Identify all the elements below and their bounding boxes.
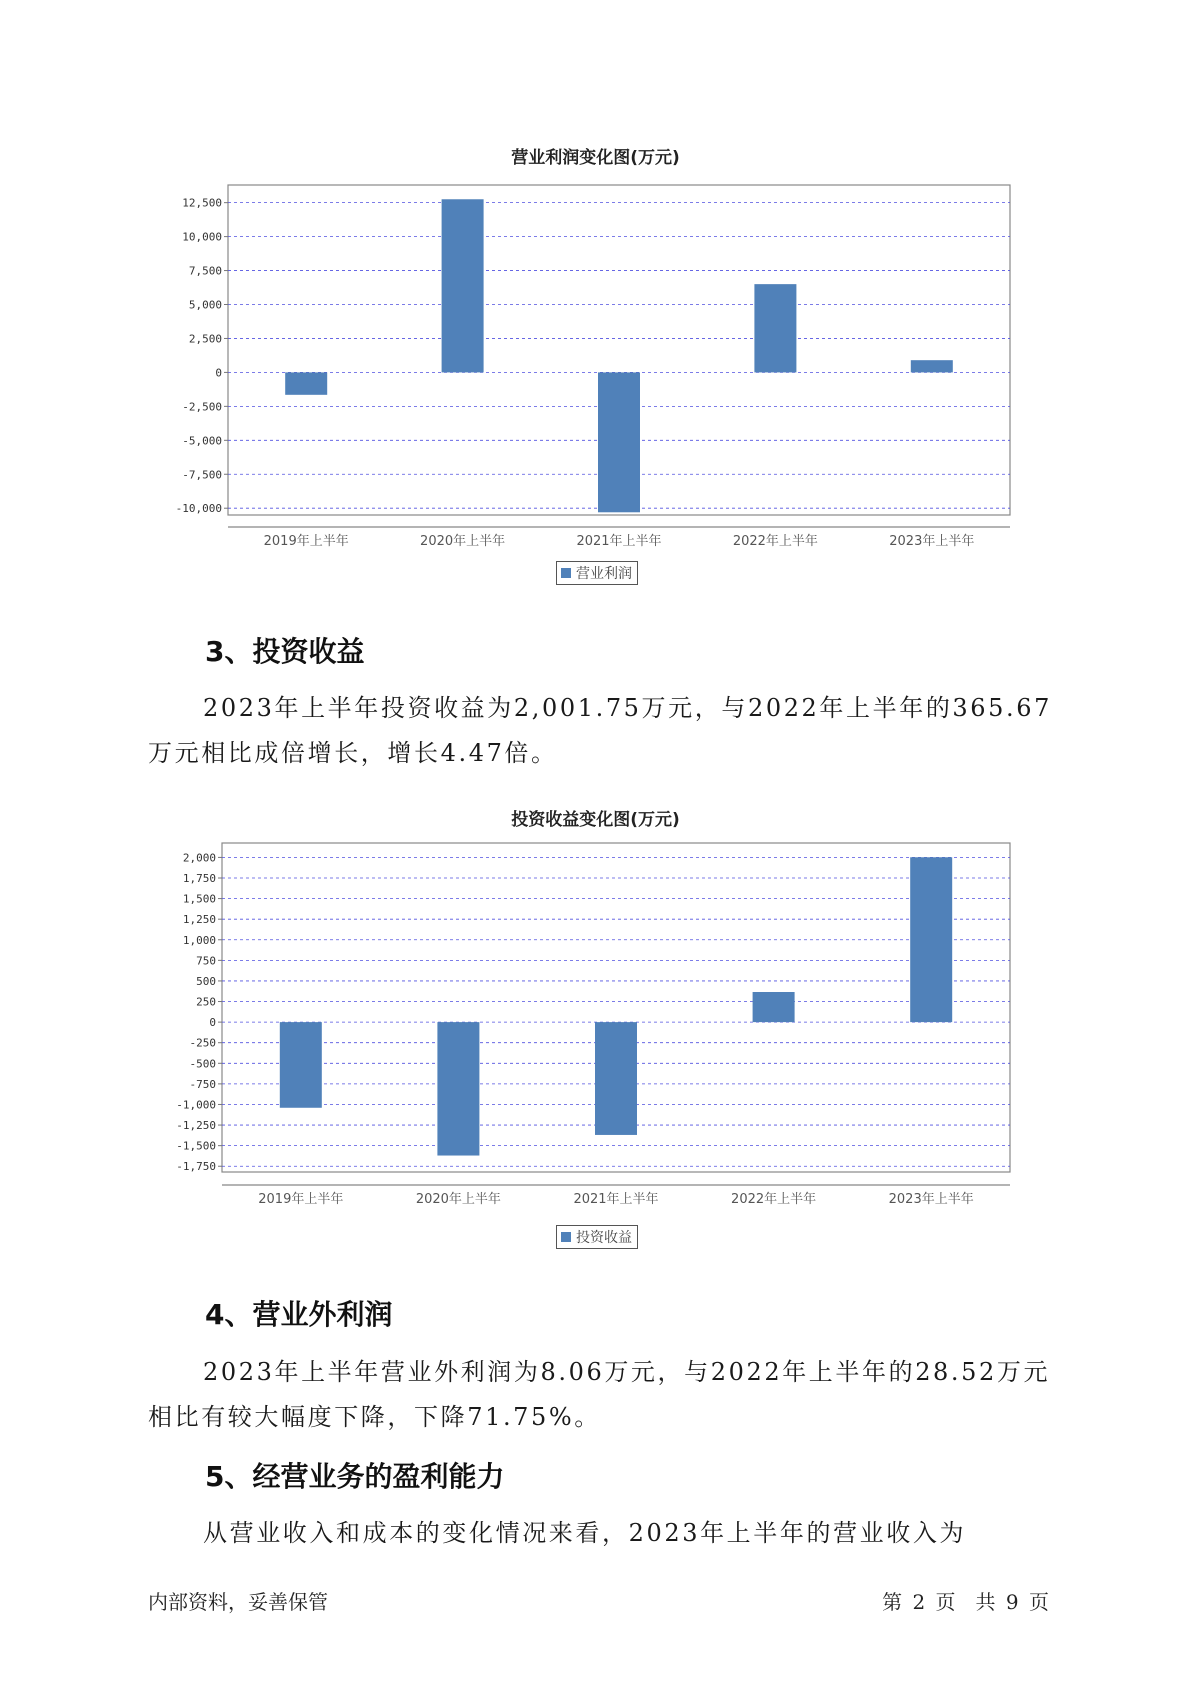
y-tick-label: -750 (189, 1077, 216, 1091)
y-tick-label: 2,500 (188, 332, 222, 346)
x-tick-label: 2021年上半年 (576, 534, 662, 549)
y-tick-label: -1,750 (176, 1160, 216, 1174)
chart1-title: 营业利润变化图(万元) (511, 148, 680, 168)
y-tick-label: -1,500 (176, 1139, 216, 1153)
chart1-legend-label: 营业利润 (576, 566, 632, 582)
y-tick-label: -1,000 (176, 1098, 216, 1112)
bar-2023年上半年 (910, 857, 952, 1022)
y-tick-label: -10,000 (175, 502, 222, 516)
x-tick-label: 2020年上半年 (415, 1192, 501, 1207)
y-tick-label: 7,500 (188, 264, 222, 278)
section4-paragraph: 2023年上半年营业外利润为8.06万元，与2022年上半年的28.52万元相比有较大幅度下降，下降71.75%。 (148, 1358, 1051, 1431)
chart2-legend-label: 投资收益 (576, 1230, 632, 1246)
section5-paragraph: 从营业收入和成本的变化情况来看，2023年上半年的营业收入为 (203, 1519, 967, 1547)
legend-swatch (561, 1232, 571, 1242)
chart2-title: 投资收益变化图(万元) (511, 810, 680, 830)
y-tick-label: 12,500 (182, 196, 222, 210)
x-tick-label: 2020年上半年 (420, 534, 506, 549)
y-tick-label: -5,000 (182, 434, 222, 448)
y-tick-label: 0 (215, 366, 222, 380)
y-tick-label: 5,000 (188, 298, 222, 312)
footer-page-number: 第 2 页 共 9 页 (882, 1590, 1049, 1614)
x-tick-label: 2022年上半年 (732, 534, 818, 549)
section5-heading: 5、经营业务的盈利能力 (205, 1460, 505, 1493)
x-tick-label: 2019年上半年 (263, 534, 349, 549)
x-tick-label: 2022年上半年 (731, 1192, 817, 1207)
y-tick-label: 10,000 (182, 230, 222, 244)
x-tick-label: 2019年上半年 (258, 1192, 344, 1207)
y-tick-label: 750 (196, 954, 216, 968)
y-tick-label: -7,500 (182, 468, 222, 482)
chart2-legend (556, 1225, 638, 1249)
section3-paragraph: 2023年上半年投资收益为2,001.75万元，与2022年上半年的365.67万元相比成倍增长，增长4.47倍。 (148, 694, 1053, 767)
bar-2021年上半年 (595, 1022, 637, 1135)
x-tick-label: 2023年上半年 (889, 534, 975, 549)
y-tick-label: 500 (196, 974, 216, 988)
section4-heading: 4、营业外利润 (205, 1298, 393, 1331)
y-tick-label: -500 (189, 1057, 216, 1071)
y-tick-label: 1,500 (182, 892, 216, 906)
y-tick-label: 250 (196, 995, 216, 1009)
y-tick-label: 1,000 (182, 933, 216, 947)
bar-2020年上半年 (437, 1022, 479, 1155)
footer-confidential: 内部资料，妥善保管 (148, 1590, 328, 1614)
x-tick-label: 2021年上半年 (573, 1192, 659, 1207)
y-tick-label: -250 (189, 1036, 216, 1050)
y-tick-label: 1,250 (182, 913, 216, 927)
section3-heading: 3、投资收益 (205, 635, 365, 668)
y-tick-label: 1,750 (182, 872, 216, 885)
y-tick-label: -1,250 (176, 1119, 216, 1133)
bar-2019年上半年 (280, 1022, 322, 1108)
x-tick-label: 2023年上半年 (888, 1192, 974, 1207)
y-tick-label: 0 (209, 1016, 216, 1030)
y-tick-label: -2,500 (182, 400, 222, 414)
bar-2022年上半年 (753, 992, 795, 1022)
y-tick-label: 2,000 (182, 851, 216, 865)
